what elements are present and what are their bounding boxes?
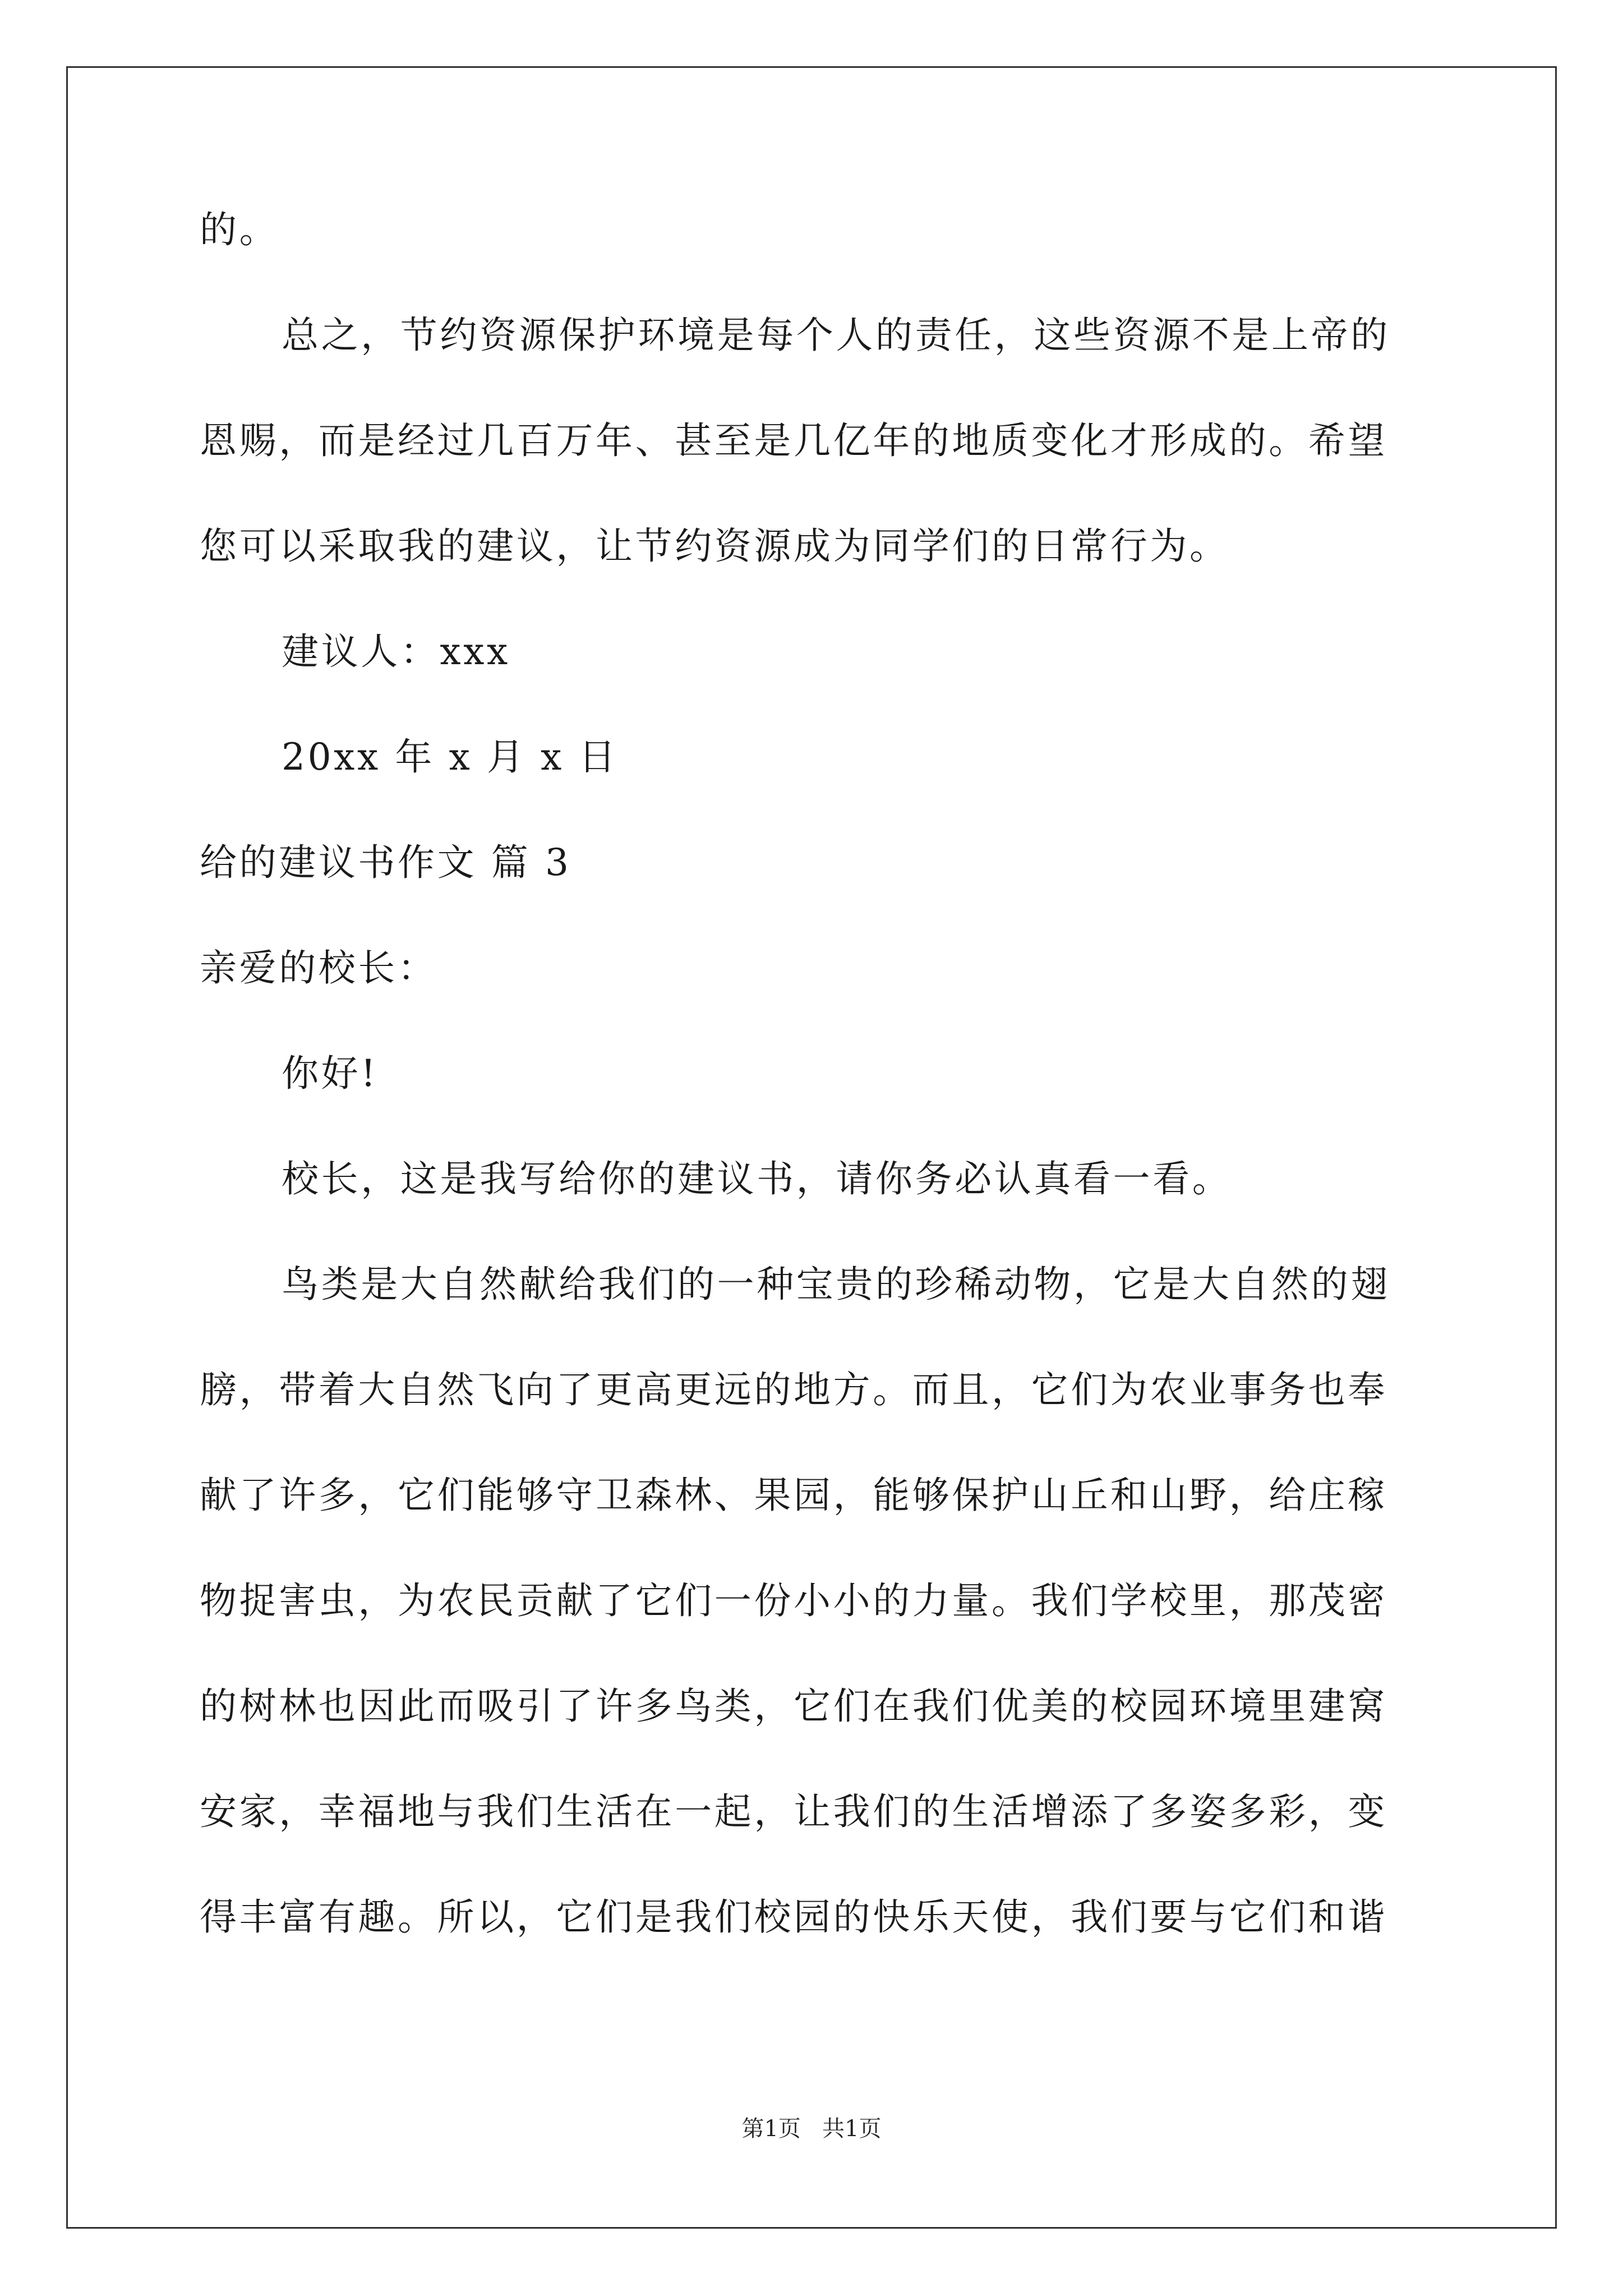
paragraph-summary-line-2: 恩赐，而是经过几百万年、甚至是几亿年的地质变化才形成的。希望 bbox=[200, 419, 1387, 462]
paragraph-summary: 总之，节约资源保护环境是每个人的责任，这些资源不是上帝的 bbox=[282, 314, 1390, 357]
salutation: 亲爱的校长： bbox=[200, 946, 437, 990]
paragraph-intro: 校长，这是我写给你的建议书，请你务必认真看一看。 bbox=[282, 1157, 1232, 1200]
paragraph-birds-line-3: 献了许多，它们能够守卫森林、果园，能够保护山丘和山野，给庄稼 bbox=[200, 1474, 1387, 1517]
page-footer: 第1页 共1页 bbox=[741, 2116, 882, 2142]
signature-proposer: 建议人：xxx bbox=[282, 630, 510, 673]
paragraph-birds-line-7: 得丰富有趣。所以，它们是我们校园的快乐天使，我们要与它们和谐 bbox=[200, 1895, 1387, 1939]
paragraph-birds-line-4: 物捉害虫，为农民贡献了它们一份小小的力量。我们学校里，那茂密 bbox=[200, 1579, 1387, 1622]
paragraph-birds: 鸟类是大自然献给我们的一种宝贵的珍稀动物，它是大自然的翅 bbox=[282, 1263, 1390, 1306]
signature-date: 20xx 年 x 月 x 日 bbox=[282, 735, 619, 779]
section-heading: 给的建议书作文 篇 3 bbox=[200, 841, 571, 884]
greeting: 你好! bbox=[282, 1052, 379, 1095]
paragraph-birds-line-2: 膀，带着大自然飞向了更高更远的地方。而且，它们为农业事务也奉 bbox=[200, 1368, 1387, 1411]
text-line-continuation: 的。 bbox=[200, 208, 279, 251]
paragraph-birds-line-5: 的树林也因此而吸引了许多鸟类，它们在我们优美的校园环境里建窝 bbox=[200, 1685, 1387, 1728]
paragraph-summary-line-3: 您可以采取我的建议，让节约资源成为同学们的日常行为。 bbox=[200, 524, 1229, 568]
paragraph-birds-line-6: 安家，幸福地与我们生活在一起，让我们的生活增添了多姿多彩，变 bbox=[200, 1790, 1387, 1833]
